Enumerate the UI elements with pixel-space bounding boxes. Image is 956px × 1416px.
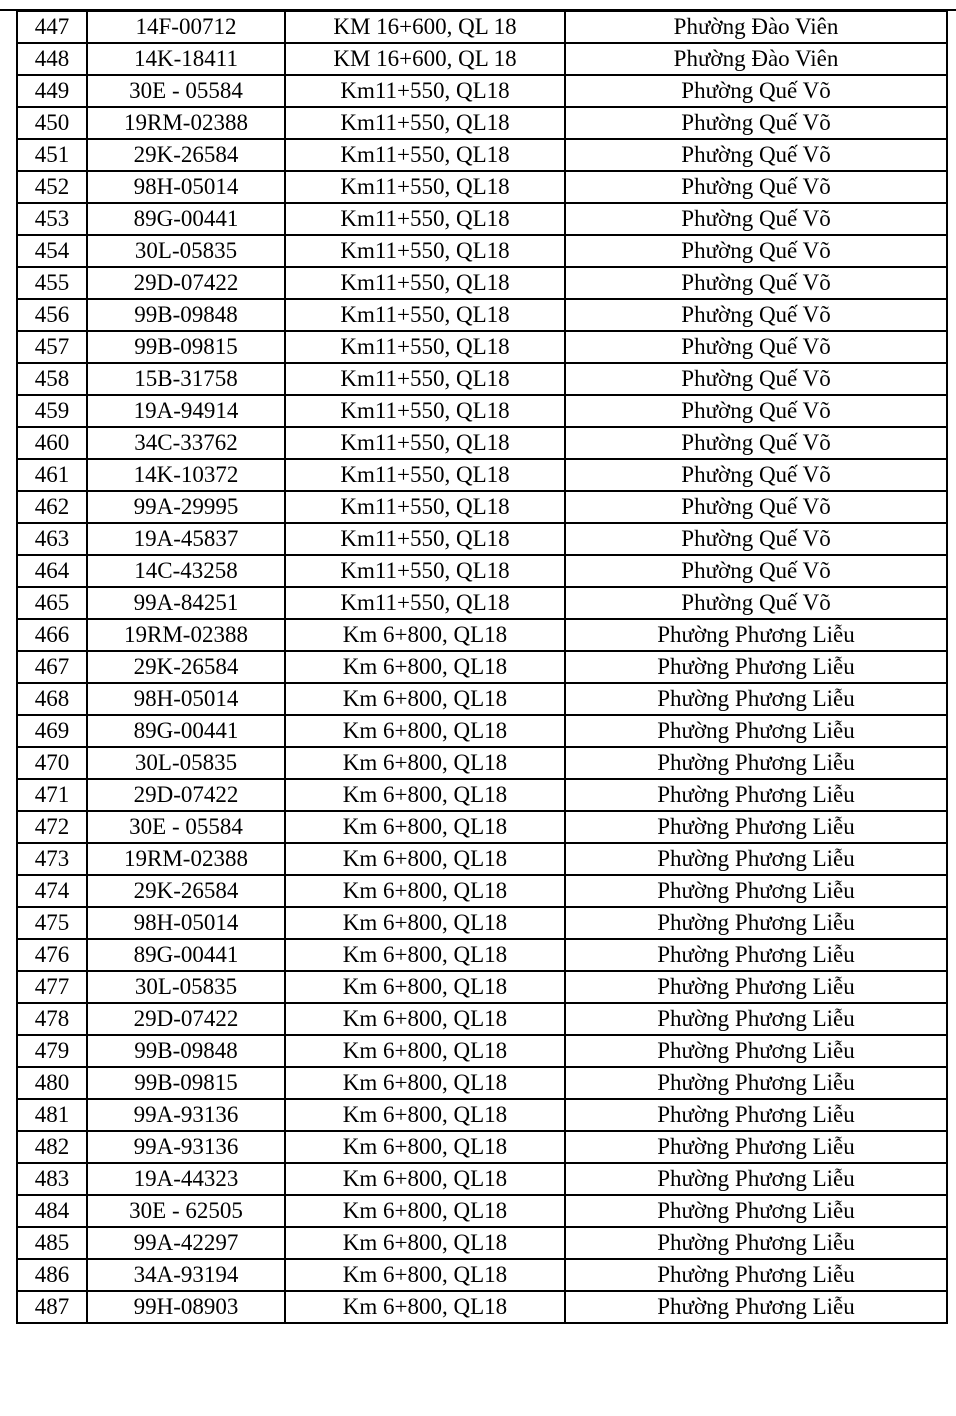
ward-cell: Phường Phương Liễu (565, 1227, 947, 1259)
ward-cell: Phường Phương Liễu (565, 1099, 947, 1131)
table-row (17, 427, 947, 459)
ward-cell: Phường Phương Liễu (565, 619, 947, 651)
location-cell: Km 6+800, QL18 (285, 1195, 565, 1227)
location-cell: KM 16+600, QL 18 (285, 43, 565, 75)
location-cell: Km11+550, QL18 (285, 587, 565, 619)
violations-table (16, 10, 948, 1324)
plate-number-cell: 19RM-02388 (87, 107, 285, 139)
plate-number-cell: 99B-09848 (87, 299, 285, 331)
row-number-cell: 457 (17, 331, 87, 363)
location-cell: Km 6+800, QL18 (285, 715, 565, 747)
location-cell: Km11+550, QL18 (285, 107, 565, 139)
ward-cell: Phường Quế Võ (565, 587, 947, 619)
location-cell: Km 6+800, QL18 (285, 683, 565, 715)
plate-number-cell: 29K-26584 (87, 651, 285, 683)
row-number-cell: 482 (17, 1131, 87, 1163)
location-cell: Km 6+800, QL18 (285, 1259, 565, 1291)
row-number-cell: 453 (17, 203, 87, 235)
plate-number-cell: 89G-00441 (87, 715, 285, 747)
table-row (17, 267, 947, 299)
location-cell: Km 6+800, QL18 (285, 1003, 565, 1035)
table-row (17, 1163, 947, 1195)
plate-number-cell: 30E - 62505 (87, 1195, 285, 1227)
table-row (17, 203, 947, 235)
table-row (17, 747, 947, 779)
table-row (17, 939, 947, 971)
row-number-cell: 481 (17, 1099, 87, 1131)
plate-number-cell: 30L-05835 (87, 971, 285, 1003)
ward-cell: Phường Phương Liễu (565, 1067, 947, 1099)
ward-cell: Phường Phương Liễu (565, 1291, 947, 1323)
row-number-cell: 485 (17, 1227, 87, 1259)
plate-number-cell: 29K-26584 (87, 139, 285, 171)
table-row (17, 299, 947, 331)
row-number-cell: 464 (17, 555, 87, 587)
row-number-cell: 448 (17, 43, 87, 75)
ward-cell: Phường Quế Võ (565, 459, 947, 491)
row-number-cell: 468 (17, 683, 87, 715)
table-row (17, 779, 947, 811)
plate-number-cell: 99B-09815 (87, 1067, 285, 1099)
table-row (17, 331, 947, 363)
table-row (17, 1067, 947, 1099)
location-cell: Km11+550, QL18 (285, 171, 565, 203)
ward-cell: Phường Quế Võ (565, 331, 947, 363)
location-cell: Km 6+800, QL18 (285, 907, 565, 939)
row-number-cell: 469 (17, 715, 87, 747)
location-cell: Km11+550, QL18 (285, 459, 565, 491)
ward-cell: Phường Phương Liễu (565, 1163, 947, 1195)
ward-cell: Phường Phương Liễu (565, 1035, 947, 1067)
row-number-cell: 486 (17, 1259, 87, 1291)
table-row (17, 11, 947, 43)
plate-number-cell: 30E - 05584 (87, 811, 285, 843)
ward-cell: Phường Quế Võ (565, 555, 947, 587)
plate-number-cell: 29D-07422 (87, 1003, 285, 1035)
row-number-cell: 454 (17, 235, 87, 267)
plate-number-cell: 99A-93136 (87, 1099, 285, 1131)
ward-cell: Phường Phương Liễu (565, 1003, 947, 1035)
row-number-cell: 472 (17, 811, 87, 843)
table-row (17, 363, 947, 395)
ward-cell: Phường Phương Liễu (565, 907, 947, 939)
row-number-cell: 447 (17, 11, 87, 43)
table-row (17, 1291, 947, 1323)
plate-number-cell: 19A-94914 (87, 395, 285, 427)
ward-cell: Phường Quế Võ (565, 107, 947, 139)
table-row (17, 459, 947, 491)
table-row (17, 683, 947, 715)
plate-number-cell: 99A-84251 (87, 587, 285, 619)
table-row (17, 1195, 947, 1227)
table-row (17, 1227, 947, 1259)
plate-number-cell: 14K-18411 (87, 43, 285, 75)
location-cell: Km 6+800, QL18 (285, 811, 565, 843)
ward-cell: Phường Phương Liễu (565, 779, 947, 811)
ward-cell: Phường Phương Liễu (565, 843, 947, 875)
plate-number-cell: 89G-00441 (87, 203, 285, 235)
row-number-cell: 458 (17, 363, 87, 395)
table-row (17, 619, 947, 651)
ward-cell: Phường Quế Võ (565, 395, 947, 427)
ward-cell: Phường Quế Võ (565, 363, 947, 395)
ward-cell: Phường Phương Liễu (565, 1131, 947, 1163)
row-number-cell: 456 (17, 299, 87, 331)
plate-number-cell: 14C-43258 (87, 555, 285, 587)
plate-number-cell: 99H-08903 (87, 1291, 285, 1323)
plate-number-cell: 99B-09815 (87, 331, 285, 363)
plate-number-cell: 15B-31758 (87, 363, 285, 395)
row-number-cell: 473 (17, 843, 87, 875)
plate-number-cell: 89G-00441 (87, 939, 285, 971)
row-number-cell: 487 (17, 1291, 87, 1323)
location-cell: Km11+550, QL18 (285, 523, 565, 555)
row-number-cell: 466 (17, 619, 87, 651)
location-cell: Km 6+800, QL18 (285, 1035, 565, 1067)
table-row (17, 1259, 947, 1291)
location-cell: Km11+550, QL18 (285, 363, 565, 395)
table-row (17, 907, 947, 939)
row-number-cell: 449 (17, 75, 87, 107)
location-cell: Km 6+800, QL18 (285, 747, 565, 779)
location-cell: Km11+550, QL18 (285, 427, 565, 459)
table-row (17, 523, 947, 555)
table-row (17, 875, 947, 907)
location-cell: Km 6+800, QL18 (285, 1163, 565, 1195)
table-row (17, 235, 947, 267)
location-cell: Km 6+800, QL18 (285, 843, 565, 875)
ward-cell: Phường Phương Liễu (565, 875, 947, 907)
location-cell: Km 6+800, QL18 (285, 619, 565, 651)
ward-cell: Phường Quế Võ (565, 267, 947, 299)
plate-number-cell: 14K-10372 (87, 459, 285, 491)
row-number-cell: 452 (17, 171, 87, 203)
ward-cell: Phường Quế Võ (565, 139, 947, 171)
location-cell: Km11+550, QL18 (285, 235, 565, 267)
ward-cell: Phường Quế Võ (565, 299, 947, 331)
location-cell: Km11+550, QL18 (285, 299, 565, 331)
ward-cell: Phường Phương Liễu (565, 747, 947, 779)
row-number-cell: 451 (17, 139, 87, 171)
ward-cell: Phường Phương Liễu (565, 683, 947, 715)
plate-number-cell: 99A-42297 (87, 1227, 285, 1259)
location-cell: Km11+550, QL18 (285, 395, 565, 427)
row-number-cell: 465 (17, 587, 87, 619)
location-cell: Km 6+800, QL18 (285, 939, 565, 971)
ward-cell: Phường Quế Võ (565, 523, 947, 555)
plate-number-cell: 98H-05014 (87, 907, 285, 939)
ward-cell: Phường Phương Liễu (565, 1259, 947, 1291)
table-row (17, 43, 947, 75)
table-row (17, 1131, 947, 1163)
row-number-cell: 467 (17, 651, 87, 683)
plate-number-cell: 19A-44323 (87, 1163, 285, 1195)
row-number-cell: 484 (17, 1195, 87, 1227)
plate-number-cell: 99A-29995 (87, 491, 285, 523)
ward-cell: Phường Quế Võ (565, 203, 947, 235)
ward-cell: Phường Quế Võ (565, 491, 947, 523)
table-row (17, 171, 947, 203)
location-cell: Km11+550, QL18 (285, 139, 565, 171)
table-body (17, 11, 947, 1323)
row-number-cell: 475 (17, 907, 87, 939)
plate-number-cell: 29K-26584 (87, 875, 285, 907)
ward-cell: Phường Phương Liễu (565, 651, 947, 683)
location-cell: Km 6+800, QL18 (285, 1067, 565, 1099)
plate-number-cell: 30E - 05584 (87, 75, 285, 107)
ward-cell: Phường Quế Võ (565, 235, 947, 267)
table-row (17, 1035, 947, 1067)
ward-cell: Phường Phương Liễu (565, 1195, 947, 1227)
location-cell: Km 6+800, QL18 (285, 651, 565, 683)
table-row (17, 1003, 947, 1035)
location-cell: Km 6+800, QL18 (285, 1291, 565, 1323)
plate-number-cell: 29D-07422 (87, 779, 285, 811)
location-cell: Km 6+800, QL18 (285, 971, 565, 1003)
plate-number-cell: 30L-05835 (87, 747, 285, 779)
row-number-cell: 460 (17, 427, 87, 459)
plate-number-cell: 34A-93194 (87, 1259, 285, 1291)
table-row (17, 107, 947, 139)
ward-cell: Phường Đào Viên (565, 43, 947, 75)
table-row (17, 555, 947, 587)
location-cell: Km 6+800, QL18 (285, 875, 565, 907)
location-cell: Km 6+800, QL18 (285, 779, 565, 811)
row-number-cell: 459 (17, 395, 87, 427)
ward-cell: Phường Quế Võ (565, 75, 947, 107)
plate-number-cell: 99B-09848 (87, 1035, 285, 1067)
location-cell: Km11+550, QL18 (285, 203, 565, 235)
plate-number-cell: 30L-05835 (87, 235, 285, 267)
table-row (17, 843, 947, 875)
row-number-cell: 483 (17, 1163, 87, 1195)
location-cell: Km11+550, QL18 (285, 491, 565, 523)
row-number-cell: 450 (17, 107, 87, 139)
table-row (17, 651, 947, 683)
table-row (17, 395, 947, 427)
ward-cell: Phường Đào Viên (565, 11, 947, 43)
table-row (17, 715, 947, 747)
table-row (17, 491, 947, 523)
row-number-cell: 479 (17, 1035, 87, 1067)
location-cell: Km11+550, QL18 (285, 267, 565, 299)
row-number-cell: 462 (17, 491, 87, 523)
row-number-cell: 463 (17, 523, 87, 555)
location-cell: Km11+550, QL18 (285, 331, 565, 363)
plate-number-cell: 19A-45837 (87, 523, 285, 555)
plate-number-cell: 98H-05014 (87, 171, 285, 203)
row-number-cell: 455 (17, 267, 87, 299)
row-number-cell: 474 (17, 875, 87, 907)
row-number-cell: 471 (17, 779, 87, 811)
plate-number-cell: 19RM-02388 (87, 843, 285, 875)
plate-number-cell: 19RM-02388 (87, 619, 285, 651)
table-row (17, 1099, 947, 1131)
ward-cell: Phường Quế Võ (565, 171, 947, 203)
table-row (17, 811, 947, 843)
location-cell: Km 6+800, QL18 (285, 1099, 565, 1131)
location-cell: Km11+550, QL18 (285, 555, 565, 587)
row-number-cell: 477 (17, 971, 87, 1003)
location-cell: KM 16+600, QL 18 (285, 11, 565, 43)
plate-number-cell: 34C-33762 (87, 427, 285, 459)
location-cell: Km 6+800, QL18 (285, 1131, 565, 1163)
row-number-cell: 470 (17, 747, 87, 779)
plate-number-cell: 99A-93136 (87, 1131, 285, 1163)
plate-number-cell: 14F-00712 (87, 11, 285, 43)
row-number-cell: 478 (17, 1003, 87, 1035)
ward-cell: Phường Phương Liễu (565, 939, 947, 971)
row-number-cell: 461 (17, 459, 87, 491)
ward-cell: Phường Phương Liễu (565, 715, 947, 747)
row-number-cell: 480 (17, 1067, 87, 1099)
ward-cell: Phường Quế Võ (565, 427, 947, 459)
location-cell: Km11+550, QL18 (285, 75, 565, 107)
ward-cell: Phường Phương Liễu (565, 811, 947, 843)
row-number-cell: 476 (17, 939, 87, 971)
table-row (17, 75, 947, 107)
ward-cell: Phường Phương Liễu (565, 971, 947, 1003)
table-row (17, 971, 947, 1003)
location-cell: Km 6+800, QL18 (285, 1227, 565, 1259)
plate-number-cell: 29D-07422 (87, 267, 285, 299)
table-row (17, 587, 947, 619)
table-row (17, 139, 947, 171)
plate-number-cell: 98H-05014 (87, 683, 285, 715)
